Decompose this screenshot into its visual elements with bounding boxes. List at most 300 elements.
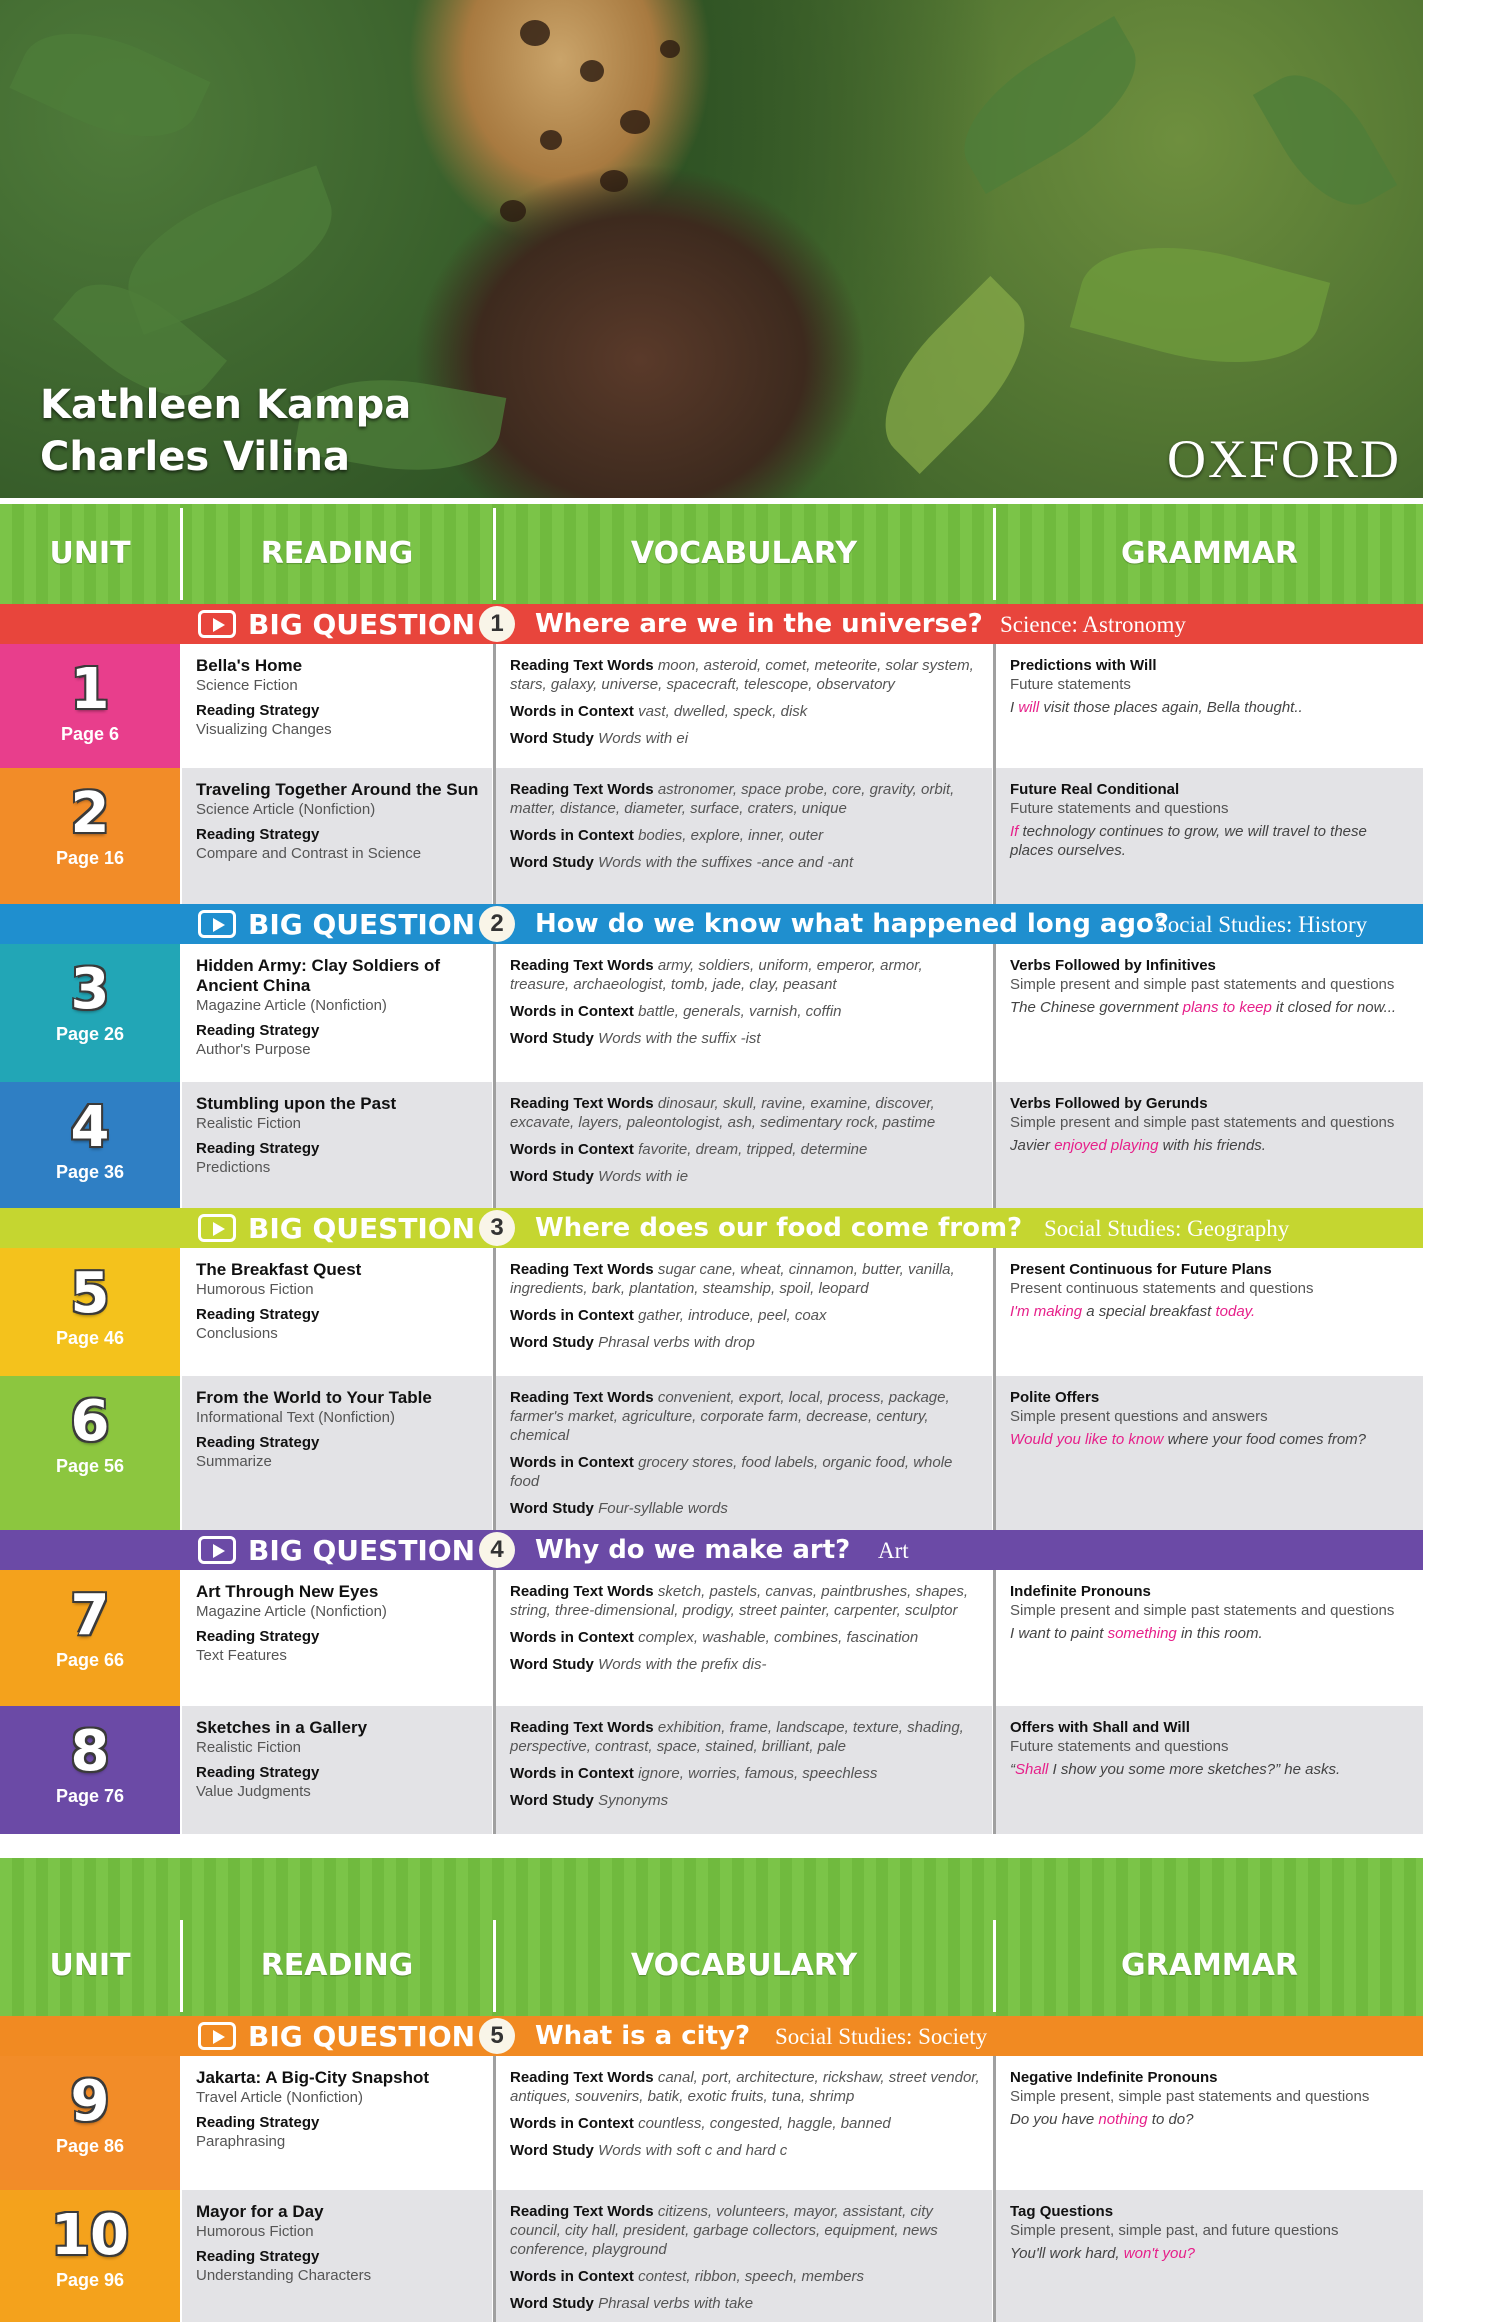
grammar-example-text: with his friends. <box>1158 1137 1266 1154</box>
reading-title: From the World to Your Table <box>196 1388 432 1407</box>
reading-strategy-label: Reading Strategy <box>196 1628 320 1645</box>
vocabulary-line <box>510 1453 982 1491</box>
vocabulary-line <box>510 1791 982 1810</box>
grammar-description: Future statements and questions <box>1010 1738 1229 1755</box>
vocabulary-line <box>510 1388 982 1445</box>
reading-strategy-label: Reading Strategy <box>196 1306 320 1323</box>
grammar-highlight: something <box>1107 1625 1177 1642</box>
vocabulary-words: army, soldiers, uniform, emperor, armor, treasure, archaeologist, tomb, jade, clay, peasant <box>510 957 923 993</box>
reading-cell <box>182 644 492 768</box>
unit-cell <box>0 1248 180 1376</box>
vocabulary-words: dinosaur, skull, ravine, examine, discover, excavate, layers, paleontologist, ash, sedimentary rock, pastime <box>510 1095 936 1131</box>
vocabulary-words: moon, asteroid, comet, meteorite, solar system, stars, galaxy, universe, spacecraft, telescope, observatory <box>510 657 974 693</box>
big-question-subject: Social Studies: Geography <box>1044 1216 1290 1241</box>
column-divider <box>180 508 183 600</box>
vocabulary-label: Reading Text Words <box>510 657 654 674</box>
big-question-text: Why do we make art? <box>535 1535 851 1565</box>
grammar-cell <box>996 1570 1423 1706</box>
grammar-example-text: I want to paint <box>1010 1625 1108 1642</box>
column-header-vocabulary: VOCABULARY <box>630 1948 858 1983</box>
big-question-number: 3 <box>479 1210 515 1246</box>
vocabulary-line <box>510 956 982 994</box>
reading-cell <box>182 1248 492 1376</box>
grammar-example-text: I <box>1010 699 1019 716</box>
play-icon <box>198 910 236 938</box>
vocabulary-line <box>510 1499 982 1518</box>
vocabulary-label: Reading Text Words <box>510 957 654 974</box>
unit-page: Page 26 <box>55 1024 125 1044</box>
reading-cell <box>182 2190 492 2322</box>
vocabulary-words: battle, generals, varnish, coffin <box>638 1003 842 1020</box>
vocabulary-line <box>510 1333 982 1352</box>
vocabulary-words: bodies, explore, inner, outer <box>638 827 824 844</box>
column-header-vocabulary: VOCABULARY <box>630 536 858 571</box>
vocabulary-line <box>510 729 982 748</box>
reading-title: Hidden Army: Clay Soldiers of Ancient China <box>196 956 441 995</box>
play-icon <box>198 1536 236 1564</box>
vocabulary-label: Words in Context <box>510 1141 634 1158</box>
vocabulary-words: countless, congested, haggle, banned <box>638 2115 891 2132</box>
grammar-example-text: Javier <box>1010 1137 1055 1154</box>
reading-strategy: Author's Purpose <box>196 1041 311 1058</box>
unit-number: 4 <box>70 1095 110 1160</box>
unit-page: Page 86 <box>55 2136 125 2156</box>
vocabulary-words: Words with soft c and hard c <box>598 2142 788 2159</box>
vocabulary-label: Words in Context <box>510 1307 634 1324</box>
unit-cell <box>0 1570 180 1706</box>
vocabulary-line <box>510 1002 982 1021</box>
vocabulary-line <box>510 1582 982 1620</box>
vocabulary-words: Words with ie <box>598 1168 689 1185</box>
grammar-highlight: I'm making <box>1010 1303 1083 1320</box>
reading-genre: Informational Text (Nonfiction) <box>196 1409 395 1426</box>
vocabulary-label: Word Study <box>510 1500 594 1517</box>
reading-title: Art Through New Eyes <box>196 1582 379 1601</box>
unit-row <box>0 1570 1423 1706</box>
unit-number: 7 <box>70 1583 110 1648</box>
big-question-label <box>198 1212 475 1244</box>
vocabulary-words: astronomer, space probe, core, gravity, orbit, matter, distance, diameter, surface, craters, unique <box>510 781 955 817</box>
grammar-example <box>1010 1760 1413 1779</box>
grammar-description: Present continuous statements and questions <box>1010 1280 1314 1297</box>
vocabulary-words: grocery stores, food labels, organic food, whole food <box>510 1454 953 1490</box>
reading-title: Stumbling upon the Past <box>196 1094 397 1113</box>
grammar-title: Predictions with Will <box>1010 657 1157 674</box>
vocabulary-cell <box>496 944 992 1082</box>
reading-title: Mayor for a Day <box>196 2202 324 2221</box>
vocabulary-label: Reading Text Words <box>510 1389 654 1406</box>
big-question-word: BIG QUESTION <box>248 907 476 941</box>
grammar-example-text: to do? <box>1147 2111 1194 2128</box>
vocabulary-line <box>510 2267 982 2286</box>
vocabulary-line <box>510 2141 982 2160</box>
vocabulary-words: Words with ei <box>598 730 689 747</box>
grammar-description: Simple present, simple past, and future questions <box>1010 2222 1339 2239</box>
grammar-title: Indefinite Pronouns <box>1010 1583 1151 1600</box>
grammar-example-text: Do you have <box>1010 2111 1099 2128</box>
unit-number: 5 <box>70 1261 110 1326</box>
unit-page: Page 6 <box>60 724 120 744</box>
vocabulary-label: Reading Text Words <box>510 1719 654 1736</box>
unit-cell <box>0 1376 180 1530</box>
grammar-title: Verbs Followed by Infinitives <box>1010 957 1216 974</box>
grammar-description: Simple present and simple past statements and questions <box>1010 1114 1395 1131</box>
grammar-title: Verbs Followed by Gerunds <box>1010 1095 1208 1112</box>
reading-strategy-label: Reading Strategy <box>196 2248 320 2265</box>
unit-cell <box>0 644 180 768</box>
vocabulary-label: Words in Context <box>510 1454 634 1471</box>
reading-strategy: Paraphrasing <box>196 2133 286 2150</box>
vocabulary-words: Synonyms <box>598 1792 669 1809</box>
vocabulary-words: gather, introduce, peel, coax <box>638 1307 827 1324</box>
grammar-highlight: If <box>1010 823 1019 840</box>
column-header-grammar: GRAMMAR <box>1121 1948 1298 1983</box>
grammar-example <box>1010 998 1413 1017</box>
vocabulary-label: Words in Context <box>510 703 634 720</box>
big-question-subject: Social Studies: History <box>1155 912 1368 937</box>
reading-cell <box>182 944 492 1082</box>
big-question-word: BIG QUESTION <box>248 607 476 641</box>
vocabulary-words: vast, dwelled, speck, disk <box>638 703 808 720</box>
grammar-description: Simple present and simple past statements and questions <box>1010 1602 1395 1619</box>
reading-cell <box>182 768 492 904</box>
reading-genre: Humorous Fiction <box>196 2223 314 2240</box>
unit-page: Page 16 <box>55 848 125 868</box>
vocabulary-line <box>510 1094 982 1132</box>
grammar-title: Future Real Conditional <box>1010 781 1180 798</box>
reading-cell <box>182 1706 492 1834</box>
grammar-example-text: “ <box>1010 1761 1015 1778</box>
grammar-example-text: in this room. <box>1176 1625 1263 1642</box>
unit-row <box>0 644 1423 768</box>
play-icon <box>198 610 236 638</box>
reading-title: Bella's Home <box>196 656 303 675</box>
unit-page: Page 66 <box>55 1650 125 1670</box>
grammar-description: Simple present and simple past statements and questions <box>1010 976 1395 993</box>
reading-cell <box>182 1082 492 1208</box>
vocabulary-label: Reading Text Words <box>510 1261 654 1278</box>
reading-genre: Science Fiction <box>196 677 298 694</box>
vocabulary-words: Four-syllable words <box>598 1500 728 1517</box>
reading-genre: Realistic Fiction <box>196 1739 302 1756</box>
grammar-example <box>1010 1430 1413 1449</box>
reading-strategy-label: Reading Strategy <box>196 826 320 843</box>
grammar-description: Future statements <box>1010 676 1131 693</box>
vocabulary-line <box>510 2114 982 2133</box>
vocabulary-cell <box>496 1570 992 1706</box>
column-header-reading: READING <box>260 536 414 571</box>
grammar-cell <box>996 944 1423 1082</box>
big-question-text: Where does our food come from? <box>535 1213 1023 1243</box>
vocabulary-words: sketch, pastels, canvas, paintbrushes, shapes, string, three-dimensional, prodigy, street painter, carpenter, sculptor <box>510 1583 968 1619</box>
reading-genre: Magazine Article (Nonfiction) <box>196 997 387 1014</box>
vocabulary-words: sugar cane, wheat, cinnamon, butter, vanilla, ingredients, bark, plantation, steamship, spoil, leopard <box>510 1261 955 1297</box>
unit-page: Page 96 <box>55 2270 125 2290</box>
big-question-label <box>198 1534 475 1566</box>
vocabulary-words: ignore, worries, famous, speechless <box>638 1765 878 1782</box>
grammar-highlight: Shall <box>1015 1761 1049 1778</box>
reading-genre: Magazine Article (Nonfiction) <box>196 1603 387 1620</box>
vocabulary-label: Words in Context <box>510 1765 634 1782</box>
vocabulary-line <box>510 1167 982 1186</box>
grammar-cell <box>996 2190 1423 2322</box>
unit-row <box>0 768 1423 904</box>
vocabulary-words: Words with the suffixes -ance and -ant <box>598 854 854 871</box>
vocabulary-line <box>510 780 982 818</box>
grammar-example-text: where your food comes from? <box>1163 1431 1366 1448</box>
grammar-title: Offers with Shall and Will <box>1010 1719 1190 1736</box>
unit-number: 8 <box>70 1719 110 1784</box>
unit-cell <box>0 1706 180 1834</box>
column-divider <box>993 1920 996 2012</box>
reading-cell <box>182 2056 492 2190</box>
cover-image <box>0 0 1423 498</box>
grammar-cell <box>996 1082 1423 1208</box>
unit-cell <box>0 768 180 904</box>
unit-cell <box>0 1082 180 1208</box>
unit-row <box>0 1248 1423 1376</box>
vocabulary-words: Words with the suffix -ist <box>598 1030 761 1047</box>
vocabulary-cell <box>496 768 992 904</box>
grammar-highlight: plans to keep <box>1182 999 1272 1016</box>
section-divider <box>0 1858 1423 1916</box>
grammar-title: Tag Questions <box>1010 2203 1114 2220</box>
vocabulary-cell <box>496 1082 992 1208</box>
vocabulary-label: Words in Context <box>510 2115 634 2132</box>
reading-genre: Humorous Fiction <box>196 1281 314 1298</box>
vocabulary-words: contest, ribbon, speech, members <box>638 2268 865 2285</box>
grammar-example-text: The Chinese government <box>1010 999 1183 1016</box>
unit-row <box>0 1706 1423 1834</box>
column-divider <box>180 1920 183 2012</box>
grammar-example <box>1010 698 1413 717</box>
big-question-number: 1 <box>479 606 515 642</box>
big-question-label <box>198 908 475 940</box>
big-question-number: 4 <box>479 1532 515 1568</box>
reading-strategy-label: Reading Strategy <box>196 1022 320 1039</box>
unit-cell <box>0 2190 180 2322</box>
vocabulary-line <box>510 702 982 721</box>
big-question-bar <box>0 604 1423 644</box>
big-question-text: How do we know what happened long ago? <box>535 909 1169 939</box>
unit-page: Page 56 <box>55 1456 125 1476</box>
column-header-reading: READING <box>260 1948 414 1983</box>
vocabulary-words: Words with the prefix dis- <box>598 1656 767 1673</box>
reading-cell <box>182 1570 492 1706</box>
vocabulary-line <box>510 1628 982 1647</box>
author-name: Charles Vilina <box>40 434 350 480</box>
grammar-highlight: won't you? <box>1123 2245 1196 2262</box>
vocabulary-label: Reading Text Words <box>510 1095 654 1112</box>
grammar-description: Simple present, simple past statements and questions <box>1010 2088 1370 2105</box>
table-header <box>0 504 1423 604</box>
reading-genre: Realistic Fiction <box>196 1115 302 1132</box>
grammar-title: Polite Offers <box>1010 1389 1100 1406</box>
vocabulary-line <box>510 826 982 845</box>
vocabulary-line <box>510 1655 982 1674</box>
vocabulary-label: Word Study <box>510 2142 594 2159</box>
vocabulary-line <box>510 853 982 872</box>
big-question-subject: Science: Astronomy <box>1000 612 1186 637</box>
unit-number: 3 <box>70 957 110 1022</box>
grammar-cell <box>996 2056 1423 2190</box>
big-question-text: What is a city? <box>535 2021 751 2051</box>
publisher-logo: OXFORD <box>1166 429 1401 489</box>
grammar-cell <box>996 1248 1423 1376</box>
reading-strategy: Visualizing Changes <box>196 721 332 738</box>
reading-cell <box>182 1376 492 1530</box>
vocabulary-label: Word Study <box>510 730 594 747</box>
big-question-word: BIG QUESTION <box>248 1211 476 1245</box>
vocabulary-label: Word Study <box>510 1168 594 1185</box>
unit-row <box>0 1376 1423 1530</box>
vocabulary-cell <box>496 1706 992 1834</box>
reading-genre: Science Article (Nonfiction) <box>196 801 376 818</box>
reading-strategy: Summarize <box>196 1453 272 1470</box>
vocabulary-words: favorite, dream, tripped, determine <box>638 1141 868 1158</box>
big-question-label <box>198 608 475 640</box>
reading-strategy-label: Reading Strategy <box>196 1434 320 1451</box>
grammar-example <box>1010 822 1413 860</box>
table-header <box>0 1916 1423 2016</box>
big-question-bar <box>0 2016 1423 2056</box>
vocabulary-line <box>510 656 982 694</box>
unit-number: 10 <box>51 2203 129 2268</box>
grammar-cell <box>996 1376 1423 1530</box>
vocabulary-cell <box>496 2190 992 2322</box>
contents-table <box>0 1916 1423 2322</box>
vocabulary-cell <box>496 1376 992 1530</box>
reading-title: Jakarta: A Big-City Snapshot <box>196 2068 430 2087</box>
grammar-example <box>1010 1624 1413 1643</box>
grammar-example-text: technology continues to grow, we will travel to these places ourselves. <box>1010 823 1367 859</box>
reading-strategy: Conclusions <box>196 1325 278 1342</box>
column-header-grammar: GRAMMAR <box>1121 536 1298 571</box>
vocabulary-words: convenient, export, local, process, package, farmer's market, agriculture, corporate farm, decrease, century, chemical <box>510 1389 950 1444</box>
grammar-description: Simple present questions and answers <box>1010 1408 1268 1425</box>
vocabulary-words: complex, washable, combines, fascination <box>638 1629 919 1646</box>
reading-strategy: Compare and Contrast in Science <box>196 845 422 862</box>
reading-strategy: Understanding Characters <box>196 2267 372 2284</box>
vocabulary-label: Word Study <box>510 1334 594 1351</box>
vocabulary-line <box>510 1306 982 1325</box>
reading-strategy-label: Reading Strategy <box>196 2114 320 2131</box>
vocabulary-line <box>510 1718 982 1756</box>
big-question-subject: Social Studies: Society <box>775 2024 988 2049</box>
reading-strategy: Value Judgments <box>196 1783 311 1800</box>
unit-page: Page 46 <box>55 1328 125 1348</box>
vocabulary-label: Reading Text Words <box>510 2203 654 2220</box>
unit-number: 1 <box>70 657 110 722</box>
vocabulary-line <box>510 1764 982 1783</box>
vocabulary-label: Reading Text Words <box>510 781 654 798</box>
reading-title: Traveling Together Around the Sun <box>196 780 479 799</box>
unit-row <box>0 944 1423 1082</box>
vocabulary-line <box>510 2294 982 2313</box>
vocabulary-line <box>510 2202 982 2259</box>
unit-cell <box>0 2056 180 2190</box>
grammar-highlight: Would you like to know <box>1010 1431 1164 1448</box>
unit-page: Page 76 <box>55 1786 125 1806</box>
grammar-highlight: nothing <box>1098 2111 1148 2128</box>
vocabulary-cell <box>496 1248 992 1376</box>
big-question-word: BIG QUESTION <box>248 2019 476 2053</box>
vocabulary-line <box>510 1140 982 1159</box>
unit-row <box>0 1082 1423 1208</box>
grammar-example-text: You'll work hard, <box>1010 2245 1124 2262</box>
grammar-cell <box>996 1706 1423 1834</box>
grammar-example <box>1010 2244 1413 2263</box>
column-divider <box>993 508 996 600</box>
grammar-description: Future statements and questions <box>1010 800 1229 817</box>
grammar-highlight: will <box>1018 699 1040 716</box>
big-question-number: 2 <box>479 906 515 942</box>
big-question-bar <box>0 1208 1423 1248</box>
grammar-example <box>1010 2110 1413 2129</box>
column-divider <box>493 1920 496 2012</box>
unit-number: 2 <box>70 781 110 846</box>
vocabulary-label: Word Study <box>510 854 594 871</box>
play-icon <box>198 1214 236 1242</box>
big-question-word: BIG QUESTION <box>248 1533 476 1567</box>
grammar-example <box>1010 1136 1413 1155</box>
reading-strategy-label: Reading Strategy <box>196 1140 320 1157</box>
big-question-text: Where are we in the universe? <box>535 609 983 639</box>
big-question-bar <box>0 904 1423 944</box>
reading-strategy: Text Features <box>196 1647 287 1664</box>
column-divider <box>493 508 496 600</box>
unit-cell <box>0 944 180 1082</box>
vocabulary-label: Word Study <box>510 1792 594 1809</box>
vocabulary-line <box>510 1260 982 1298</box>
vocabulary-words: Phrasal verbs with take <box>598 2295 754 2312</box>
grammar-title: Negative Indefinite Pronouns <box>1010 2069 1218 2086</box>
vocabulary-words: exhibition, frame, landscape, texture, shading, perspective, contrast, space, stained, brilliant, pale <box>510 1719 964 1755</box>
contents-table <box>0 504 1423 1834</box>
big-question-number: 5 <box>479 2018 515 2054</box>
unit-number: 9 <box>70 2069 110 2134</box>
reading-genre: Travel Article (Nonfiction) <box>196 2089 363 2106</box>
vocabulary-label: Words in Context <box>510 1629 634 1646</box>
vocabulary-words: canal, port, architecture, rickshaw, street vendor, antiques, souvenirs, batik, exotic fruits, tuna, shrimp <box>510 2069 980 2105</box>
vocabulary-line <box>510 1029 982 1048</box>
big-question-subject: Art <box>878 1538 909 1563</box>
reading-title: The Breakfast Quest <box>196 1260 362 1279</box>
vocabulary-label: Reading Text Words <box>510 1583 654 1600</box>
vocabulary-label: Words in Context <box>510 827 634 844</box>
vocabulary-label: Reading Text Words <box>510 2069 654 2086</box>
vocabulary-label: Word Study <box>510 1030 594 1047</box>
vocabulary-label: Word Study <box>510 1656 594 1673</box>
vocabulary-label: Words in Context <box>510 1003 634 1020</box>
grammar-example <box>1010 1302 1413 1321</box>
big-question-label <box>198 2020 475 2052</box>
grammar-example-text: visit those places again, Bella thought.. <box>1039 699 1303 716</box>
vocabulary-words: citizens, volunteers, mayor, assistant, city council, city hall, president, garbage collectors, equipment, news conference, playground <box>510 2203 938 2258</box>
author-name: Kathleen Kampa <box>40 382 412 428</box>
grammar-example-text: I show you some more sketches?” he asks. <box>1048 1761 1341 1778</box>
vocabulary-cell <box>496 2056 992 2190</box>
reading-strategy-label: Reading Strategy <box>196 1764 320 1781</box>
grammar-title: Present Continuous for Future Plans <box>1010 1261 1272 1278</box>
unit-page: Page 36 <box>55 1162 125 1182</box>
grammar-highlight: today. <box>1215 1303 1256 1320</box>
unit-row <box>0 2190 1423 2322</box>
grammar-example-text: it closed for now... <box>1271 999 1397 1016</box>
vocabulary-label: Word Study <box>510 2295 594 2312</box>
grammar-highlight: enjoyed playing <box>1054 1137 1159 1154</box>
grammar-cell <box>996 768 1423 904</box>
